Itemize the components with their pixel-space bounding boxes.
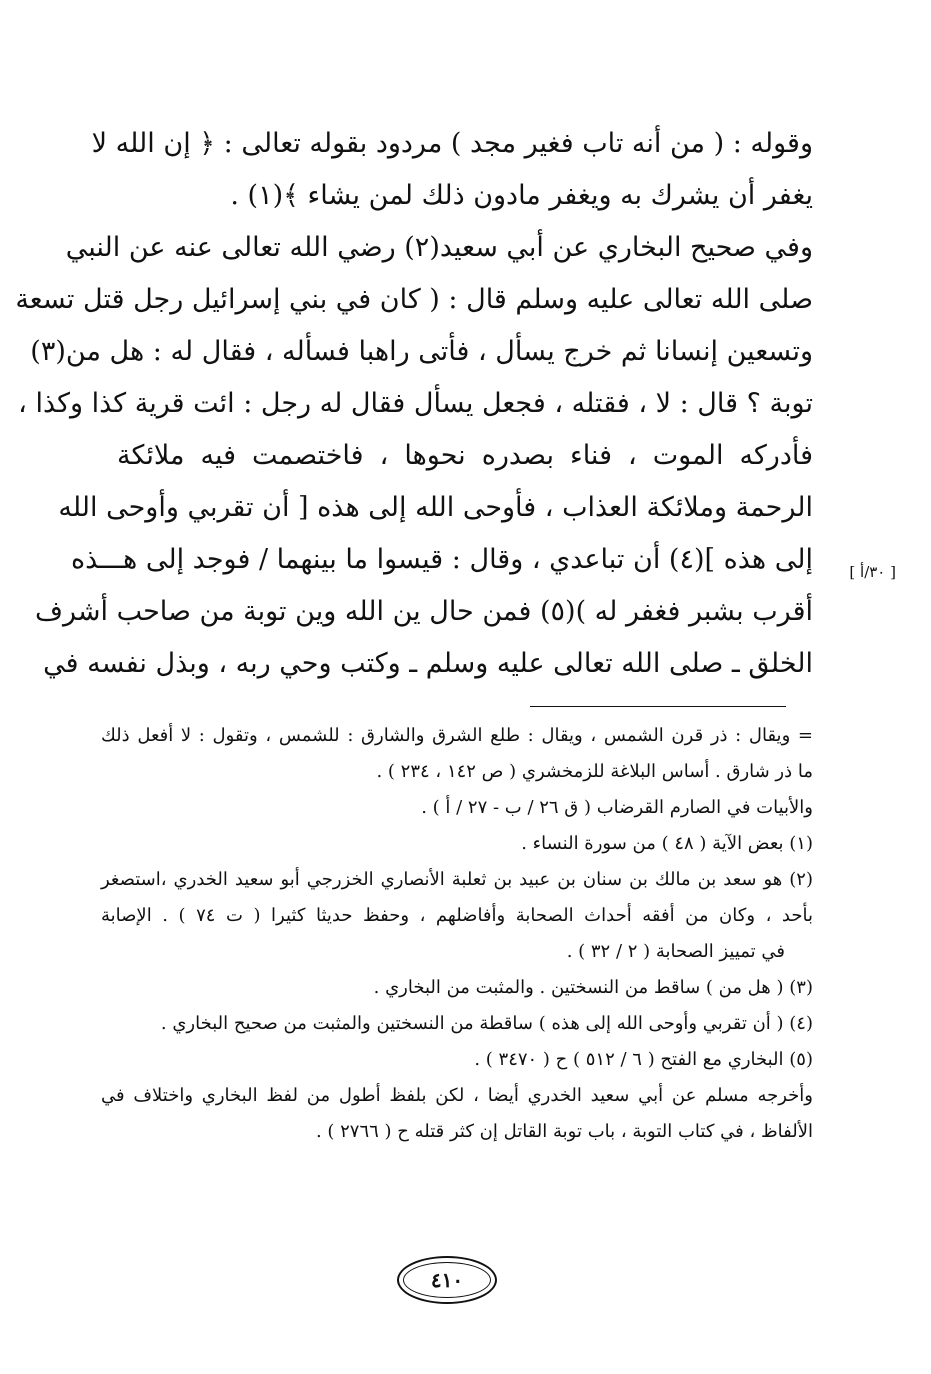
footnote-line: بأحد ، وكان من أفقه أحداث الصحابة وأفاضلهم ، وحفظ حديثا كثيرا ( ت ٧٤ ) . الإصابة [101, 905, 813, 926]
footnote-line: الألفاظ ، في كتاب التوبة ، باب توبة القاتل إن كثر قتله ح ( ٢٧٦٦ ) . [315, 1121, 813, 1142]
footnote-line: والأبيات في الصارم القرضاب ( ق ٢٦ / ب - ٢٧ / أ ) . [421, 797, 813, 818]
footnote-line: (٢) هو سعد بن مالك بن سنان بن عبيد بن ثعلبة الأنصاري الخزرجي أبو سعيد الخدري ،استصغر [101, 869, 813, 890]
main-text-line: وفي صحيح البخاري عن أبي سعيد(٢) رضي الله تعالى عنه عن النبي [65, 232, 813, 263]
page-number-badge [397, 1256, 497, 1304]
page-number-frame [403, 1262, 491, 1298]
footnote-separator [530, 706, 786, 707]
main-text-line: صلى الله تعالى عليه وسلم قال : ( كان في بني إسرائيل رجل قتل تسعة [15, 284, 813, 315]
main-text-line: وتسعين إنسانا ثم خرج يسأل ، فأتى راهبا فسأله ، فقال له : هل من(٣) [30, 336, 813, 367]
main-text-line: أقرب بشبر فغفر له )(٥) فمن حال ين الله وين توبة من صاحب أشرف [34, 596, 813, 627]
main-text-line: الرحمة وملائكة العذاب ، فأوحى الله إلى هذه [ أن تقربي وأوحى الله [58, 492, 813, 523]
footnote-line: في تمييز الصحابة ( ٢ / ٣٢ ) . [566, 941, 785, 962]
main-text-line: إلى هذه ](٤) أن تباعدي ، وقال : قيسوا ما بينهما / فوجد إلى هـــذه [70, 544, 813, 575]
footnote-line: (١) بعض الآية ( ٤٨ ) من سورة النساء . [521, 833, 813, 854]
main-text-line: فأدركه الموت ، فناء بصدره نحوها ، فاختصمت فيه ملائكة [117, 440, 813, 471]
footnote-line: (٥) البخاري مع الفتح ( ٦ / ٥١٢ ) ح ( ٣٤٧٠ ) . [474, 1049, 813, 1070]
page-number: ٤١٠ [430, 1268, 464, 1292]
main-text-line: وقوله : ( من أنه تاب فغير مجد ) مردود بقوله تعالى : ﴿ إن الله لا [91, 128, 813, 159]
footnote-line: (٤) ( أن تقربي وأوحى الله إلى هذه ) ساقطة من النسختين والمثبت من صحيح البخاري . [160, 1013, 813, 1034]
footnote-line: وأخرجه مسلم عن أبي سعيد الخدري أيضا ، لكن بلفظ أطول من لفظ البخاري واختلاف في [101, 1085, 813, 1106]
footnote-line: ما ذر شارق . أساس البلاغة للزمخشري ( ص ١٤٢ ، ٢٣٤ ) . [376, 761, 813, 782]
footnotes-block [101, 718, 813, 1150]
main-text-block [15, 118, 813, 690]
main-text-line: يغفر أن يشرك به ويغفر مادون ذلك لمن يشاء ﴾(١) . [230, 180, 813, 211]
footnote-line: = ويقال : ذر قرن الشمس ، ويقال : طلع الشرق والشارق : للشمس ، وتقول : لا أفعل ذلك [101, 725, 813, 746]
footnote-line: (٣) ( هل من ) ساقط من النسختين . والمثبت من البخاري . [373, 977, 813, 998]
manuscript-folio-marker: [ ٣٠/أ ] [849, 563, 896, 581]
main-text-line: توبة ؟ قال : لا ، فقتله ، فجعل يسأل فقال له رجل : ائت قرية كذا وكذا ، [18, 388, 813, 419]
main-text-line: الخلق ـ صلى الله تعالى عليه وسلم ـ وكتب وحي ربه ، وبذل نفسه في [43, 648, 813, 679]
